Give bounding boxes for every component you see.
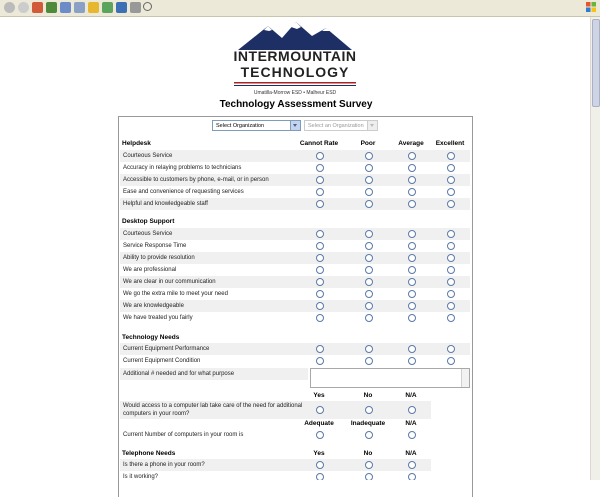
radio-poor[interactable] bbox=[365, 278, 373, 286]
radio-yes[interactable] bbox=[316, 406, 324, 414]
radio-no[interactable] bbox=[365, 406, 373, 414]
radio-excellent[interactable] bbox=[447, 254, 455, 262]
question-row bbox=[120, 198, 470, 210]
question-label: Accuracy in relaying problems to technicians bbox=[123, 165, 242, 171]
question-row bbox=[120, 471, 431, 480]
search-icon[interactable] bbox=[74, 2, 85, 13]
question-label: Would access to a computer lab take care of the need for additional computers in your room? bbox=[123, 403, 303, 417]
radio-poor[interactable] bbox=[365, 302, 373, 310]
radio-adequate[interactable] bbox=[316, 431, 324, 439]
question-label: We are clear in our communication bbox=[123, 279, 216, 285]
radio-cannot-rate[interactable] bbox=[316, 357, 324, 365]
logo-underline bbox=[230, 82, 360, 88]
sub-organization-select[interactable] bbox=[304, 120, 378, 131]
question-label: We are professional bbox=[123, 267, 177, 273]
section-title-technology-needs: Technology Needs bbox=[122, 334, 180, 341]
column-header-yes: Yes bbox=[313, 450, 325, 457]
radio-excellent[interactable] bbox=[447, 176, 455, 184]
radio-poor[interactable] bbox=[365, 254, 373, 262]
radio-excellent[interactable] bbox=[447, 314, 455, 322]
radio-excellent[interactable] bbox=[447, 302, 455, 310]
radio-average[interactable] bbox=[408, 242, 416, 250]
question-row bbox=[120, 288, 470, 300]
browser-toolbar bbox=[0, 0, 600, 17]
question-row bbox=[120, 276, 470, 288]
radio-poor[interactable] bbox=[365, 314, 373, 322]
radio-poor[interactable] bbox=[365, 357, 373, 365]
question-label: Courteous Service bbox=[123, 153, 173, 159]
sub-organization-select-value: Select an Organization bbox=[308, 123, 364, 129]
radio-poor[interactable] bbox=[365, 164, 373, 172]
windows-logo-icon bbox=[586, 2, 596, 12]
radio-na[interactable] bbox=[408, 461, 416, 469]
question-label: Service Response Time bbox=[123, 243, 187, 249]
radio-cannot-rate[interactable] bbox=[316, 290, 324, 298]
home-icon[interactable] bbox=[60, 2, 71, 13]
question-row bbox=[120, 343, 470, 355]
forward-icon[interactable] bbox=[18, 2, 29, 13]
chevron-down-icon[interactable] bbox=[367, 121, 377, 130]
mail-icon[interactable] bbox=[116, 2, 127, 13]
radio-average[interactable] bbox=[408, 152, 416, 160]
logo-tagline: Umatilla-Morrow ESD • Malheur ESD bbox=[253, 90, 337, 96]
question-label: Additional # needed and for what purpose bbox=[123, 371, 235, 377]
radio-average[interactable] bbox=[408, 266, 416, 274]
textarea-scrollbar[interactable] bbox=[461, 369, 469, 387]
column-header-excellent: Excellent bbox=[435, 140, 465, 147]
question-label: Current Equipment Condition bbox=[123, 358, 201, 364]
question-row bbox=[120, 264, 470, 276]
organization-select[interactable] bbox=[212, 120, 301, 131]
refresh-icon[interactable] bbox=[46, 2, 57, 13]
radio-cannot-rate[interactable] bbox=[316, 176, 324, 184]
question-label: We have treated you fairly bbox=[123, 315, 193, 321]
column-header-no: No bbox=[363, 450, 373, 457]
radio-excellent[interactable] bbox=[447, 164, 455, 172]
radio-cannot-rate[interactable] bbox=[316, 230, 324, 238]
radio-cannot-rate[interactable] bbox=[316, 314, 324, 322]
radio-na[interactable] bbox=[408, 431, 416, 439]
question-row bbox=[120, 355, 470, 367]
radio-average[interactable] bbox=[408, 278, 416, 286]
chevron-down-icon[interactable] bbox=[290, 121, 300, 130]
question-label: Ability to provide resolution bbox=[123, 255, 195, 261]
radio-average[interactable] bbox=[408, 302, 416, 310]
radio-average[interactable] bbox=[408, 230, 416, 238]
question-label: We are knowledgeable bbox=[123, 303, 184, 309]
question-label: We go the extra mile to meet your need bbox=[123, 291, 228, 297]
column-header-na: N/A bbox=[405, 392, 417, 399]
radio-na[interactable] bbox=[408, 406, 416, 414]
radio-average[interactable] bbox=[408, 357, 416, 365]
additional-purpose-textarea[interactable] bbox=[310, 368, 470, 388]
radio-excellent[interactable] bbox=[447, 188, 455, 196]
question-row bbox=[120, 162, 470, 174]
question-row bbox=[120, 300, 470, 312]
stop-icon[interactable] bbox=[32, 2, 43, 13]
radio-poor[interactable] bbox=[365, 200, 373, 208]
section-title-telephone-needs: Telephone Needs bbox=[122, 450, 176, 457]
radio-average[interactable] bbox=[408, 254, 416, 262]
question-row bbox=[120, 429, 431, 441]
radio-inadequate[interactable] bbox=[365, 431, 373, 439]
radio-average[interactable] bbox=[408, 314, 416, 322]
radio-excellent[interactable] bbox=[447, 200, 455, 208]
history-icon[interactable] bbox=[102, 2, 113, 13]
favorites-icon[interactable] bbox=[88, 2, 99, 13]
column-header-adequate: Adequate bbox=[304, 420, 334, 427]
radio-excellent[interactable] bbox=[447, 230, 455, 238]
question-label: Current Number of computers in your room is bbox=[123, 432, 244, 438]
column-header-yes: Yes bbox=[313, 392, 325, 399]
company-logo bbox=[230, 20, 360, 96]
question-label: Helpful and knowledgeable staff bbox=[123, 201, 208, 207]
radio-cannot-rate[interactable] bbox=[316, 188, 324, 196]
question-row bbox=[120, 459, 431, 471]
radio-poor[interactable] bbox=[365, 290, 373, 298]
column-header-poor: Poor bbox=[360, 140, 376, 147]
scrollbar-thumb[interactable] bbox=[592, 19, 600, 107]
question-row bbox=[120, 401, 431, 419]
print-icon[interactable] bbox=[130, 2, 141, 13]
radio-na[interactable] bbox=[408, 473, 416, 480]
radio-yes[interactable] bbox=[316, 461, 324, 469]
question-row bbox=[120, 150, 470, 162]
question-row bbox=[120, 312, 470, 324]
radio-average[interactable] bbox=[408, 290, 416, 298]
question-label: Accessible to customers by phone, e-mail, or in person bbox=[123, 177, 269, 183]
find-icon[interactable] bbox=[143, 2, 152, 11]
question-label: Is it working? bbox=[123, 474, 159, 480]
question-label: Current Equipment Performance bbox=[123, 346, 210, 352]
radio-cannot-rate[interactable] bbox=[316, 278, 324, 286]
radio-cannot-rate[interactable] bbox=[316, 200, 324, 208]
radio-excellent[interactable] bbox=[447, 152, 455, 160]
logo-line-2: TECHNOLOGY bbox=[240, 64, 350, 80]
question-label: Courteous Service bbox=[123, 231, 173, 237]
question-row bbox=[120, 186, 470, 198]
radio-average[interactable] bbox=[408, 200, 416, 208]
back-icon[interactable] bbox=[4, 2, 15, 13]
radio-excellent[interactable] bbox=[447, 357, 455, 365]
radio-no[interactable] bbox=[365, 473, 373, 480]
radio-average[interactable] bbox=[408, 164, 416, 172]
radio-cannot-rate[interactable] bbox=[316, 242, 324, 250]
radio-poor[interactable] bbox=[365, 188, 373, 196]
radio-average[interactable] bbox=[408, 176, 416, 184]
radio-cannot-rate[interactable] bbox=[316, 266, 324, 274]
question-label: Is there a phone in your room? bbox=[123, 462, 205, 468]
radio-poor[interactable] bbox=[365, 176, 373, 184]
radio-average[interactable] bbox=[408, 188, 416, 196]
radio-poor[interactable] bbox=[365, 266, 373, 274]
radio-cannot-rate[interactable] bbox=[316, 152, 324, 160]
question-label: Ease and convenience of requesting services bbox=[123, 189, 244, 195]
column-header-na: N/A bbox=[405, 420, 417, 427]
radio-average[interactable] bbox=[408, 345, 416, 353]
column-header-cannot-rate: Cannot Rate bbox=[299, 140, 339, 147]
question-row bbox=[120, 368, 308, 380]
radio-poor[interactable] bbox=[365, 242, 373, 250]
radio-no[interactable] bbox=[365, 461, 373, 469]
section-title-desktop-support: Desktop Support bbox=[122, 218, 175, 225]
page-title: Technology Assessment Survey bbox=[219, 99, 373, 110]
radio-excellent[interactable] bbox=[447, 242, 455, 250]
question-row bbox=[120, 174, 470, 186]
logo-line-1: INTERMOUNTAIN bbox=[233, 48, 357, 64]
organization-select-value: Select Organization bbox=[216, 123, 264, 129]
radio-excellent[interactable] bbox=[447, 278, 455, 286]
radio-excellent[interactable] bbox=[447, 290, 455, 298]
radio-poor[interactable] bbox=[365, 230, 373, 238]
column-header-no: No bbox=[363, 392, 373, 399]
radio-cannot-rate[interactable] bbox=[316, 345, 324, 353]
radio-excellent[interactable] bbox=[447, 345, 455, 353]
question-row bbox=[120, 228, 470, 240]
section-title-helpdesk: Helpdesk bbox=[122, 140, 151, 147]
question-row bbox=[120, 252, 470, 264]
radio-cannot-rate[interactable] bbox=[316, 164, 324, 172]
radio-excellent[interactable] bbox=[447, 266, 455, 274]
column-header-inadequate: Inadequate bbox=[350, 420, 386, 427]
page-scrollbar[interactable] bbox=[590, 17, 600, 480]
radio-poor[interactable] bbox=[365, 345, 373, 353]
radio-cannot-rate[interactable] bbox=[316, 302, 324, 310]
column-header-average: Average bbox=[398, 140, 424, 147]
column-header-na: N/A bbox=[405, 450, 417, 457]
radio-cannot-rate[interactable] bbox=[316, 254, 324, 262]
radio-yes[interactable] bbox=[316, 473, 324, 480]
question-row bbox=[120, 240, 470, 252]
mountain-logo-icon bbox=[230, 20, 360, 50]
radio-poor[interactable] bbox=[365, 152, 373, 160]
